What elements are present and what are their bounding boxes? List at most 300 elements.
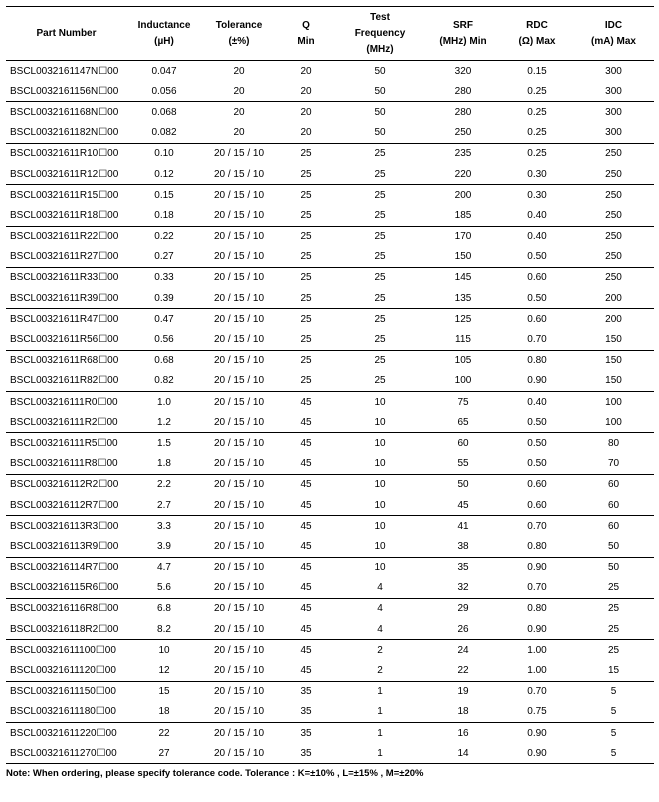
cell-inductance: 0.047 xyxy=(151,65,177,77)
cell-test-frequency: 25 xyxy=(374,355,386,367)
table-row xyxy=(6,660,654,681)
table-row xyxy=(6,205,654,226)
cell-test-frequency: 25 xyxy=(335,247,425,268)
cell-srf: 60 xyxy=(457,437,469,449)
cell-part-number: BSCL00321611R22☐00 xyxy=(10,231,119,243)
cell-inductance: 5.6 xyxy=(127,578,201,599)
cell-q-min: 45 xyxy=(300,396,312,408)
cell-q-min: 25 xyxy=(300,148,312,160)
cell-q-min: 25 xyxy=(277,288,335,309)
header-rdc-line: RDC xyxy=(526,19,548,31)
table-row xyxy=(6,474,654,495)
cell-srf: 145 xyxy=(454,272,472,284)
cell-idc: 250 xyxy=(605,148,622,160)
cell-idc: 60 xyxy=(607,479,620,491)
cell-tolerance: 20 / 15 / 10 xyxy=(213,437,265,449)
cell-rdc: 0.90 xyxy=(501,371,573,392)
spec-sheet xyxy=(6,6,654,779)
cell-idc: 25 xyxy=(607,603,620,615)
cell-srf: 185 xyxy=(425,205,501,226)
cell-q-min: 35 xyxy=(277,702,335,723)
cell-rdc: 0.15 xyxy=(527,65,547,77)
table-row xyxy=(6,578,654,599)
cell-q-min: 45 xyxy=(300,437,312,449)
table-row xyxy=(6,350,654,371)
cell-rdc: 0.70 xyxy=(527,520,547,532)
cell-test-frequency: 10 xyxy=(374,396,386,408)
cell-rdc: 1.00 xyxy=(527,644,547,656)
header-inductance-line: Inductance xyxy=(137,19,191,31)
cell-idc: 5 xyxy=(610,686,617,698)
table-row xyxy=(6,81,654,102)
cell-srf: 45 xyxy=(425,495,501,516)
cell-q-min: 45 xyxy=(277,619,335,640)
cell-tolerance: 20 / 15 / 10 xyxy=(201,619,277,640)
cell-idc: 150 xyxy=(573,329,654,350)
cell-test-frequency: 2 xyxy=(377,644,383,656)
cell-idc: 60 xyxy=(573,495,654,516)
cell-inductance: 1.0 xyxy=(157,396,171,408)
table-body xyxy=(6,61,654,764)
cell-test-frequency: 50 xyxy=(335,123,425,144)
cell-inductance: 1.2 xyxy=(127,412,201,433)
header-part-number-line: Part Number xyxy=(36,27,97,39)
cell-test-frequency: 25 xyxy=(335,164,425,185)
cell-tolerance: 20 / 15 / 10 xyxy=(201,371,277,392)
table-row xyxy=(6,412,654,433)
header-srf-line: SRF xyxy=(453,19,473,31)
header-q-min-line: Q xyxy=(302,19,310,31)
cell-test-frequency: 1 xyxy=(377,727,383,739)
cell-test-frequency: 50 xyxy=(374,65,386,77)
cell-rdc: 0.30 xyxy=(501,164,573,185)
cell-tolerance: 20 / 15 / 10 xyxy=(201,578,277,599)
inductor-spec-table xyxy=(6,6,654,764)
cell-rdc: 0.50 xyxy=(501,412,573,433)
cell-test-frequency: 25 xyxy=(335,288,425,309)
cell-idc: 50 xyxy=(573,536,654,557)
cell-srf: 135 xyxy=(425,288,501,309)
header-inductance xyxy=(127,7,201,61)
cell-idc: 25 xyxy=(573,619,654,640)
cell-tolerance: 20 / 15 / 10 xyxy=(213,727,265,739)
cell-tolerance: 20 / 15 / 10 xyxy=(213,189,265,201)
cell-idc: 250 xyxy=(605,272,622,284)
cell-inductance: 10 xyxy=(158,644,170,656)
cell-test-frequency: 50 xyxy=(374,106,386,118)
cell-rdc: 0.60 xyxy=(501,495,573,516)
cell-test-frequency: 2 xyxy=(335,660,425,681)
cell-idc: 100 xyxy=(573,412,654,433)
cell-test-frequency: 25 xyxy=(374,231,386,243)
cell-q-min: 25 xyxy=(277,205,335,226)
cell-test-frequency: 4 xyxy=(335,578,425,599)
table-row xyxy=(6,723,654,744)
cell-tolerance: 20 / 15 / 10 xyxy=(201,288,277,309)
table-row xyxy=(6,516,654,537)
cell-srf: 14 xyxy=(425,743,501,764)
cell-test-frequency: 1 xyxy=(335,743,425,764)
cell-inductance: 8.2 xyxy=(127,619,201,640)
cell-rdc: 0.25 xyxy=(527,148,547,160)
cell-part-number: BSCL003216113R9☐00 xyxy=(6,536,127,557)
header-srf xyxy=(425,7,501,61)
table-row xyxy=(6,392,654,413)
cell-inductance: 1.5 xyxy=(157,437,171,449)
cell-idc: 200 xyxy=(605,313,622,325)
cell-q-min: 20 xyxy=(277,81,335,102)
cell-q-min: 45 xyxy=(277,578,335,599)
cell-tolerance: 20 / 15 / 10 xyxy=(201,743,277,764)
cell-srf: 50 xyxy=(457,479,469,491)
cell-rdc: 0.60 xyxy=(527,272,547,284)
cell-srf: 320 xyxy=(454,65,472,77)
cell-rdc: 0.60 xyxy=(527,479,547,491)
cell-rdc: 0.40 xyxy=(527,231,547,243)
cell-q-min: 45 xyxy=(277,454,335,475)
cell-q-min: 20 xyxy=(300,65,312,77)
cell-inductance: 15 xyxy=(158,686,170,698)
cell-idc: 25 xyxy=(573,578,654,599)
cell-test-frequency: 4 xyxy=(377,603,383,615)
table-row xyxy=(6,743,654,764)
cell-rdc: 0.90 xyxy=(501,743,573,764)
cell-idc: 300 xyxy=(573,81,654,102)
cell-tolerance: 20 / 15 / 10 xyxy=(201,412,277,433)
cell-tolerance: 20 / 15 / 10 xyxy=(213,396,265,408)
cell-part-number: BSCL0032161168N☐00 xyxy=(10,106,119,118)
cell-tolerance: 20 / 15 / 10 xyxy=(201,495,277,516)
cell-part-number: BSCL003216111R5☐00 xyxy=(10,437,118,449)
cell-part-number: BSCL00321611R68☐00 xyxy=(10,355,119,367)
cell-idc: 60 xyxy=(607,520,620,532)
cell-idc: 5 xyxy=(573,702,654,723)
cell-srf: 235 xyxy=(454,148,472,160)
cell-inductance: 1.8 xyxy=(127,454,201,475)
cell-test-frequency: 10 xyxy=(374,479,386,491)
header-test-frequency xyxy=(335,7,425,61)
cell-q-min: 45 xyxy=(277,412,335,433)
cell-rdc: 0.50 xyxy=(501,288,573,309)
cell-inductance: 22 xyxy=(158,727,170,739)
cell-srf: 150 xyxy=(425,247,501,268)
cell-part-number: BSCL003216111R2☐00 xyxy=(6,412,127,433)
cell-srf: 280 xyxy=(454,106,472,118)
header-test-frequency-line: (MHz) xyxy=(366,43,394,55)
table-row xyxy=(6,371,654,392)
cell-srf: 55 xyxy=(425,454,501,475)
cell-part-number: BSCL00321611100☐00 xyxy=(10,644,116,656)
cell-srf: 29 xyxy=(457,603,469,615)
cell-q-min: 25 xyxy=(277,371,335,392)
cell-idc: 250 xyxy=(605,189,622,201)
cell-tolerance: 20 / 15 / 10 xyxy=(201,329,277,350)
cell-tolerance: 20 xyxy=(201,81,277,102)
cell-tolerance: 20 / 15 / 10 xyxy=(213,686,265,698)
header-tolerance-line: Tolerance xyxy=(215,19,263,31)
cell-test-frequency: 50 xyxy=(335,81,425,102)
cell-part-number: BSCL0032161147N☐00 xyxy=(10,65,119,77)
table-row xyxy=(6,267,654,288)
cell-inductance: 0.056 xyxy=(127,81,201,102)
cell-idc: 70 xyxy=(573,454,654,475)
cell-inductance: 0.82 xyxy=(127,371,201,392)
table-row xyxy=(6,557,654,578)
table-row xyxy=(6,288,654,309)
table-row xyxy=(6,123,654,144)
cell-q-min: 45 xyxy=(277,536,335,557)
cell-part-number: BSCL00321611180☐00 xyxy=(6,702,127,723)
cell-rdc: 0.50 xyxy=(527,437,547,449)
cell-q-min: 45 xyxy=(300,479,312,491)
cell-srf: 65 xyxy=(425,412,501,433)
cell-test-frequency: 25 xyxy=(374,272,386,284)
cell-test-frequency: 25 xyxy=(374,313,386,325)
table-row xyxy=(6,454,654,475)
cell-inductance: 18 xyxy=(127,702,201,723)
cell-tolerance: 20 / 15 / 10 xyxy=(213,313,265,325)
cell-srf: 170 xyxy=(454,231,472,243)
cell-q-min: 45 xyxy=(300,603,312,615)
table-row xyxy=(6,598,654,619)
cell-q-min: 25 xyxy=(300,189,312,201)
cell-q-min: 45 xyxy=(277,660,335,681)
table-row xyxy=(6,495,654,516)
cell-srf: 41 xyxy=(457,520,469,532)
header-idc-line: (mA) Max xyxy=(590,35,636,47)
cell-srf: 100 xyxy=(425,371,501,392)
cell-test-frequency: 10 xyxy=(374,437,386,449)
cell-part-number: BSCL003216113R3☐00 xyxy=(10,520,119,532)
cell-test-frequency: 10 xyxy=(374,562,386,574)
cell-inductance: 0.068 xyxy=(151,106,177,118)
cell-tolerance: 20 / 15 / 10 xyxy=(201,702,277,723)
cell-rdc: 0.60 xyxy=(527,313,547,325)
header-tolerance xyxy=(201,7,277,61)
cell-idc: 5 xyxy=(610,727,617,739)
cell-rdc: 0.80 xyxy=(527,355,547,367)
cell-tolerance: 20 / 15 / 10 xyxy=(213,644,265,656)
cell-q-min: 25 xyxy=(300,355,312,367)
cell-part-number: BSCL00321611R33☐00 xyxy=(10,272,119,284)
cell-tolerance: 20 / 15 / 10 xyxy=(213,520,265,532)
cell-rdc: 0.25 xyxy=(501,123,573,144)
cell-q-min: 20 xyxy=(300,106,312,118)
cell-tolerance: 20 / 15 / 10 xyxy=(201,660,277,681)
cell-rdc: 0.70 xyxy=(501,578,573,599)
table-row xyxy=(6,143,654,164)
cell-inductance: 0.22 xyxy=(154,231,174,243)
table-row xyxy=(6,433,654,454)
cell-srf: 280 xyxy=(425,81,501,102)
cell-idc: 5 xyxy=(573,743,654,764)
header-part-number xyxy=(6,7,127,61)
cell-srf: 200 xyxy=(454,189,472,201)
table-row xyxy=(6,640,654,661)
ordering-note: Note: When ordering, please specify tolerance code. Tolerance : K=±10% , L=±15% , M=±20% xyxy=(6,768,424,780)
cell-part-number: BSCL00321611R15☐00 xyxy=(10,189,119,201)
cell-inductance: 2.7 xyxy=(127,495,201,516)
cell-idc: 150 xyxy=(605,355,622,367)
header-test-frequency-line: Frequency xyxy=(354,27,406,39)
cell-rdc: 0.70 xyxy=(501,329,573,350)
cell-inductance: 0.68 xyxy=(154,355,174,367)
cell-part-number: BSCL0032161182N☐00 xyxy=(6,123,127,144)
table-header-row xyxy=(6,7,654,61)
cell-tolerance: 20 / 15 / 10 xyxy=(201,164,277,185)
cell-part-number: BSCL00321611R27☐00 xyxy=(6,247,127,268)
cell-q-min: 45 xyxy=(300,520,312,532)
cell-idc: 200 xyxy=(573,288,654,309)
table-row xyxy=(6,702,654,723)
cell-tolerance: 20 / 15 / 10 xyxy=(213,562,265,574)
cell-srf: 35 xyxy=(457,562,469,574)
header-inductance-line: (µH) xyxy=(154,35,174,47)
cell-rdc: 0.80 xyxy=(501,536,573,557)
cell-test-frequency: 10 xyxy=(335,495,425,516)
cell-rdc: 0.70 xyxy=(527,686,547,698)
cell-q-min: 35 xyxy=(300,686,312,698)
cell-idc: 80 xyxy=(607,437,620,449)
table-row xyxy=(6,329,654,350)
cell-rdc: 1.00 xyxy=(501,660,573,681)
cell-idc: 25 xyxy=(607,644,620,656)
header-tolerance-line: (±%) xyxy=(228,35,250,47)
cell-part-number: BSCL00321611R12☐00 xyxy=(6,164,127,185)
header-test-frequency-line: Test xyxy=(370,11,390,23)
cell-inductance: 0.15 xyxy=(154,189,174,201)
cell-part-number: BSCL003216112R2☐00 xyxy=(10,479,119,491)
header-idc-line: IDC xyxy=(604,19,623,31)
cell-q-min: 25 xyxy=(300,313,312,325)
cell-idc: 150 xyxy=(573,371,654,392)
table-row xyxy=(6,226,654,247)
header-srf-line: (MHz) Min xyxy=(439,35,487,47)
cell-rdc: 0.75 xyxy=(501,702,573,723)
cell-srf: 125 xyxy=(454,313,472,325)
cell-idc: 100 xyxy=(605,396,622,408)
cell-q-min: 35 xyxy=(300,727,312,739)
table-row xyxy=(6,185,654,206)
cell-rdc: 0.25 xyxy=(501,81,573,102)
cell-q-min: 45 xyxy=(300,562,312,574)
cell-q-min: 25 xyxy=(277,247,335,268)
cell-test-frequency: 1 xyxy=(377,686,383,698)
cell-srf: 250 xyxy=(425,123,501,144)
cell-inductance: 3.9 xyxy=(127,536,201,557)
cell-srf: 38 xyxy=(425,536,501,557)
cell-tolerance: 20 / 15 / 10 xyxy=(201,454,277,475)
cell-part-number: BSCL003216114R7☐00 xyxy=(10,562,119,574)
cell-inductance: 12 xyxy=(127,660,201,681)
cell-srf: 220 xyxy=(425,164,501,185)
cell-inductance: 4.7 xyxy=(157,562,171,574)
cell-rdc: 0.40 xyxy=(527,396,547,408)
cell-rdc: 0.80 xyxy=(527,603,547,615)
cell-test-frequency: 10 xyxy=(374,520,386,532)
cell-inductance: 0.082 xyxy=(127,123,201,144)
cell-tolerance: 20 xyxy=(201,123,277,144)
cell-q-min: 45 xyxy=(300,644,312,656)
cell-rdc: 0.50 xyxy=(501,454,573,475)
cell-inductance: 0.47 xyxy=(154,313,174,325)
table-row xyxy=(6,309,654,330)
cell-srf: 19 xyxy=(457,686,469,698)
cell-idc: 15 xyxy=(573,660,654,681)
cell-rdc: 0.90 xyxy=(527,562,547,574)
cell-rdc: 0.90 xyxy=(527,727,547,739)
cell-tolerance: 20 xyxy=(233,106,245,118)
cell-rdc: 0.25 xyxy=(527,106,547,118)
cell-test-frequency: 25 xyxy=(335,205,425,226)
cell-part-number: BSCL003216112R7☐00 xyxy=(6,495,127,516)
cell-tolerance: 20 / 15 / 10 xyxy=(213,231,265,243)
cell-part-number: BSCL003216111R0☐00 xyxy=(10,396,118,408)
cell-srf: 105 xyxy=(454,355,472,367)
cell-test-frequency: 10 xyxy=(335,454,425,475)
table-row xyxy=(6,247,654,268)
cell-rdc: 0.50 xyxy=(501,247,573,268)
cell-srf: 24 xyxy=(457,644,469,656)
cell-srf: 32 xyxy=(425,578,501,599)
cell-inductance: 6.8 xyxy=(157,603,171,615)
cell-inductance: 2.2 xyxy=(157,479,171,491)
cell-idc: 250 xyxy=(573,205,654,226)
cell-test-frequency: 1 xyxy=(335,702,425,723)
cell-inductance: 0.27 xyxy=(127,247,201,268)
cell-inductance: 0.33 xyxy=(154,272,174,284)
table-row xyxy=(6,164,654,185)
cell-q-min: 25 xyxy=(277,164,335,185)
cell-rdc: 0.90 xyxy=(501,619,573,640)
cell-part-number: BSCL003216111R8☐00 xyxy=(6,454,127,475)
cell-test-frequency: 25 xyxy=(374,189,386,201)
cell-test-frequency: 10 xyxy=(335,536,425,557)
table-row xyxy=(6,61,654,82)
cell-rdc: 0.40 xyxy=(501,205,573,226)
cell-tolerance: 20 / 15 / 10 xyxy=(213,479,265,491)
cell-test-frequency: 25 xyxy=(335,329,425,350)
cell-q-min: 45 xyxy=(277,495,335,516)
cell-srf: 22 xyxy=(425,660,501,681)
header-rdc-line: (Ω) Max xyxy=(518,35,556,47)
cell-tolerance: 20 / 15 / 10 xyxy=(213,272,265,284)
cell-inductance: 0.56 xyxy=(127,329,201,350)
cell-inductance: 3.3 xyxy=(157,520,171,532)
cell-idc: 300 xyxy=(605,65,622,77)
table-row xyxy=(6,536,654,557)
cell-idc: 300 xyxy=(573,123,654,144)
cell-part-number: BSCL003216116R8☐00 xyxy=(10,603,119,615)
cell-srf: 115 xyxy=(425,329,501,350)
cell-test-frequency: 25 xyxy=(335,371,425,392)
cell-tolerance: 20 / 15 / 10 xyxy=(213,148,265,160)
cell-part-number: BSCL00321611R39☐00 xyxy=(6,288,127,309)
cell-srf: 18 xyxy=(425,702,501,723)
cell-q-min: 25 xyxy=(300,272,312,284)
cell-part-number: BSCL00321611270☐00 xyxy=(6,743,127,764)
table-row xyxy=(6,681,654,702)
cell-part-number: BSCL0032161156N☐00 xyxy=(6,81,127,102)
cell-idc: 250 xyxy=(573,247,654,268)
cell-tolerance: 20 / 15 / 10 xyxy=(213,355,265,367)
cell-part-number: BSCL003216115R6☐00 xyxy=(6,578,127,599)
cell-test-frequency: 10 xyxy=(335,412,425,433)
cell-idc: 300 xyxy=(605,106,622,118)
cell-part-number: BSCL00321611R10☐00 xyxy=(10,148,119,160)
cell-rdc: 0.30 xyxy=(527,189,547,201)
cell-part-number: BSCL00321611120☐00 xyxy=(6,660,127,681)
